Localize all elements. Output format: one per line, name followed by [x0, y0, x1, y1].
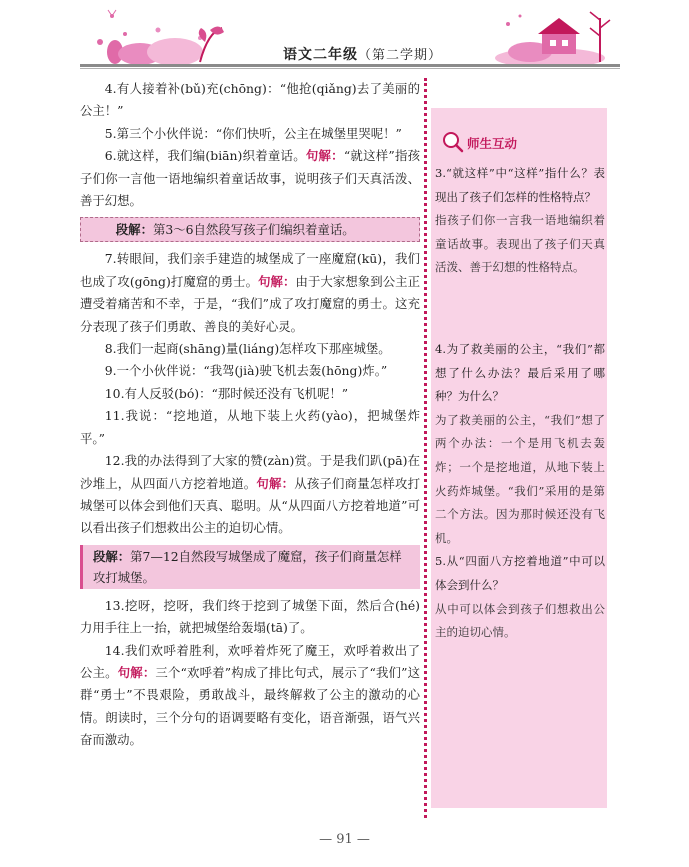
paragraph-6-text: 6.就这样，我们编(biān)织着童话。 [104, 148, 306, 164]
book-subtitle: （第二学期） [358, 48, 443, 63]
paragraph-14-text: 14.我们欢呼着胜利，欢呼着炸死了魔王，欢呼着救出了公主。 [80, 642, 420, 680]
sentence-note-label: 句解： [258, 273, 296, 289]
paragraph-13: 13.挖呀，挖呀，我们终于挖到了城堡下面，然后合(hé)力用手往上一抬，就把城堡给轰塌(tā)了。 [80, 597, 420, 636]
paragraph-12-text: 12.我的办法得到了大家的赞(zàn)赏。于是我们趴(pā)在沙堆上，从四面八方挖着地道。 [80, 453, 420, 491]
section-note-1-text: 第3～6自然段写孩子们编织着童话。 [152, 222, 355, 238]
column-divider [424, 78, 427, 818]
interaction-panel-body [435, 162, 605, 645]
section-note-2-text: 第7—12自然段写城堡成了魔窟，孩子们商量怎样攻打城堡。 [93, 548, 402, 585]
answer-3: 指孩子们你一言我一语地编织着童话故事。表现出了孩子们天真活泼、善于幻想的性格特点。 [435, 213, 605, 275]
paragraph-14 [80, 640, 420, 752]
sentence-note-label: 句解： [117, 664, 156, 680]
paragraph-12 [80, 450, 420, 540]
question-5: 5.从“四面八方挖着地道”中可以体会到什么？ [435, 554, 605, 592]
paragraph-12-note: 从孩子们商量怎样攻打城堡可以体会到他们天真、聪明。从“从四面八方挖着地道”可以看出孩子们想救出公主的迫切心情。 [80, 475, 421, 536]
sentence-note-label: 句解： [305, 148, 344, 164]
paragraph-11: 11.我说：“挖地道，从地下装上火药(yào)，把城堡炸平。” [80, 408, 420, 446]
page-header-title [283, 44, 442, 64]
section-note-label: 段解： [93, 548, 131, 564]
section-note-2 [80, 545, 420, 589]
paragraph-9: 9.一个小伙伴说：“我驾(jià)驶飞机去轰(hōng)炸。” [104, 363, 388, 379]
paragraph-10: 10.有人反驳(bó)：“那时候还没有飞机呢！” [104, 385, 349, 401]
page-number: — 91 — [319, 832, 370, 847]
section-note-1 [80, 217, 420, 242]
paragraph-7-note: 由于大家想象到公主正遭受着痛苦和不幸，于是，“我们”成了攻打魔窟的勇士。这充分表现了孩子们勇敢、善良的美好心灵。 [80, 273, 421, 334]
paragraph-6 [80, 145, 420, 212]
header-rule-thin [80, 68, 620, 69]
paragraph-5: 5.第三个小伙伴说：“你们快听，公主在城堡里哭呢！” [104, 125, 402, 141]
question-3: 3.“就这样”中“这样”指什么？表现出了孩子们怎样的性格特点？ [435, 166, 605, 204]
sentence-note-label: 句解： [256, 475, 295, 491]
house-ornament-right-icon [490, 2, 620, 66]
answer-4: 为了救美丽的公主，“我们”想了两个办法：一个是用飞机去轰炸；一个是挖地道，从地下装上火药炸城堡。“我们”采用的是第二个方法。因为那时候还没有飞机。 [435, 412, 605, 545]
paragraph-14-note: 三个“欢呼着”构成了排比句式，展示了“我们”这群“勇士”不畏艰险，勇敢战斗，最终解救了公主的激动的心情。朗读时，三个分句的语调要略有变化，语音渐强，语气兴奋而激动。 [80, 664, 421, 748]
section-note-label: 段解： [115, 222, 153, 238]
main-text-column [80, 78, 420, 752]
paragraph-7 [80, 248, 420, 338]
book-title: 语文二年级 [283, 47, 358, 63]
header-rule [80, 64, 620, 67]
floral-ornament-left-icon [80, 2, 230, 66]
interaction-panel [431, 108, 607, 808]
paragraph-6-note: “就这样”指孩子们你一言他一语地编织着童话故事，说明孩子们天真活泼、善于幻想。 [80, 148, 421, 209]
paragraph-8: 8.我们一起商(shāng)量(liáng)怎样攻下那座城堡。 [104, 341, 391, 357]
interaction-panel-title: 师生互动 [467, 136, 518, 151]
page-header [80, 0, 620, 72]
paragraph-4: 4.有人接着补(bǔ)充(chōng)：“他抢(qiǎng)去了美丽的公主！” [80, 81, 420, 119]
answer-5: 从中可以体会到孩子们想救出公主的迫切心情。 [435, 601, 605, 640]
question-4: 4.为了救美丽的公主，“我们”都想了什么办法？最后采用了哪种？为什么？ [435, 341, 605, 404]
magnifier-icon [441, 130, 465, 154]
answer-gap [435, 280, 605, 338]
paragraph-7-text: 7.转眼间，我们亲手建造的城堡成了一座魔窟(kū)，我们也成了攻(gōng)打魔窟的勇士。 [80, 251, 420, 289]
